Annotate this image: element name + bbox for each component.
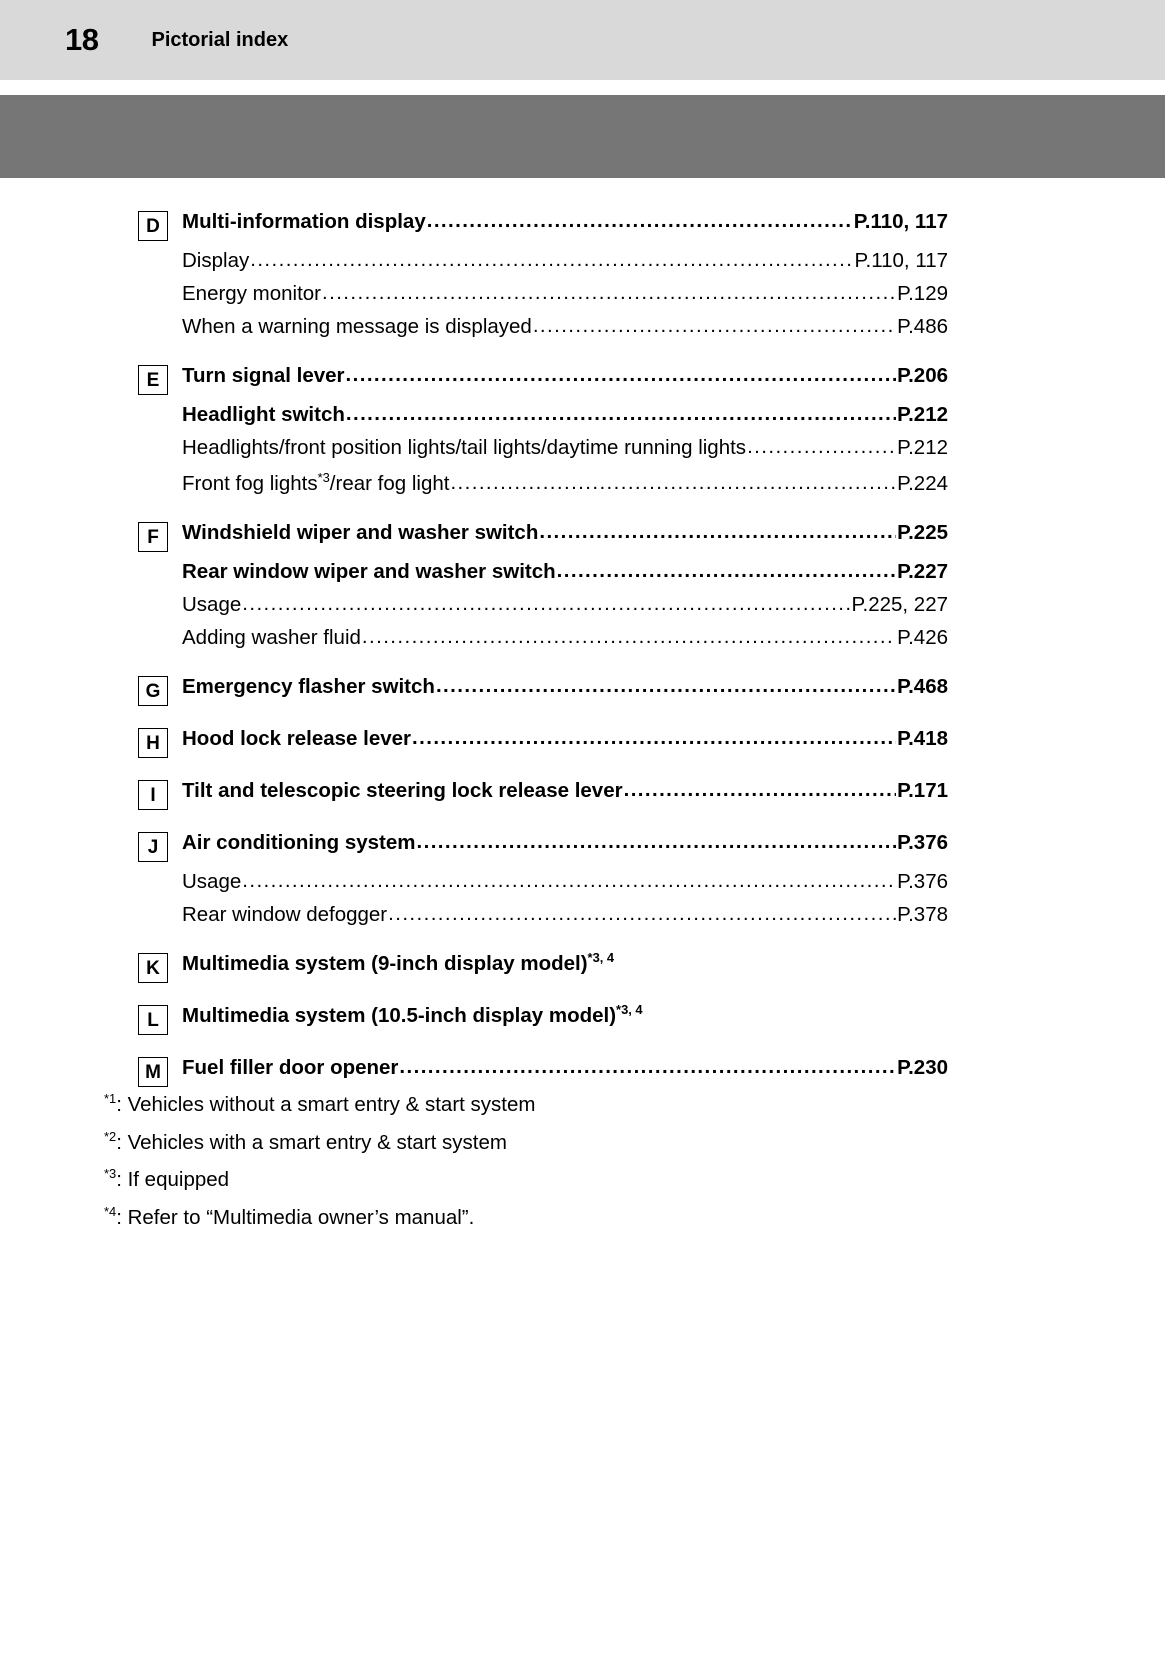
entry-label <box>182 870 241 894</box>
entry-label-text: Multimedia system (10.5-inch display model) <box>182 1003 617 1027</box>
entry-body <box>182 779 948 803</box>
dot-leader <box>533 314 896 338</box>
entry-label-text: Display <box>182 249 250 272</box>
footnote-marker: *1 <box>104 1091 117 1107</box>
row-spacer <box>0 702 1165 724</box>
row-spacer <box>0 754 1165 776</box>
entry-page-reference[interactable]: P.376 <box>897 870 948 893</box>
entry-label-text: Multi-information display <box>182 209 426 233</box>
index-subentry[interactable] <box>138 249 948 273</box>
entry-page-reference[interactable]: P.171 <box>897 778 948 802</box>
footnote <box>104 1203 535 1229</box>
footnote-text: : Vehicles with a smart entry & start system <box>116 1130 507 1154</box>
index-entry-e[interactable] <box>138 361 948 391</box>
entry-page-reference[interactable]: P.227 <box>897 560 948 583</box>
index-subentry[interactable] <box>138 315 948 339</box>
footnote-text: : Refer to “Multimedia owner’s manual”. <box>116 1205 475 1229</box>
entry-body <box>182 364 948 388</box>
entry-letter-badge: G <box>138 676 168 706</box>
dot-leader <box>557 559 896 583</box>
entry-body <box>182 949 948 976</box>
entry-label-text: Emergency flasher switch <box>182 674 435 698</box>
index-entry-i[interactable] <box>138 776 948 806</box>
entry-label <box>182 675 435 699</box>
row-spacer <box>0 927 1165 949</box>
entry-label <box>182 1001 643 1028</box>
index-entry-h[interactable] <box>138 724 948 754</box>
entry-body <box>182 1001 948 1028</box>
dot-leader <box>436 674 896 698</box>
index-subentry[interactable] <box>138 870 948 894</box>
dot-leader <box>346 363 897 387</box>
page-header <box>0 0 1165 80</box>
footnote-marker: *3 <box>317 470 330 486</box>
index-subentry[interactable] <box>138 903 948 927</box>
entry-label <box>182 560 556 584</box>
entry-page-reference[interactable]: P.418 <box>897 726 948 750</box>
row-spacer <box>0 1031 1165 1053</box>
entry-label-text-cont: /rear fog light <box>329 472 450 495</box>
dot-leader <box>624 778 896 802</box>
entry-label <box>182 436 746 460</box>
entry-label <box>182 249 249 273</box>
entry-letter-badge: J <box>138 832 168 862</box>
dot-leader <box>412 726 896 750</box>
footnote <box>104 1091 536 1116</box>
index-subentry[interactable] <box>138 436 948 460</box>
entry-body <box>182 315 948 339</box>
illustration-placeholder-band <box>0 95 1165 178</box>
entry-page-reference[interactable]: P.486 <box>897 315 948 338</box>
entry-label <box>182 593 241 617</box>
entry-label <box>182 403 345 427</box>
entry-page-reference[interactable]: P.110, 117 <box>854 249 948 272</box>
footnote <box>104 1128 535 1154</box>
entry-label <box>182 949 615 976</box>
dot-leader <box>322 281 896 305</box>
footnote-marker: *2 <box>104 1128 117 1144</box>
entry-page-reference[interactable]: P.468 <box>897 674 948 698</box>
entry-label <box>182 626 361 650</box>
entry-label-text: Adding washer fluid <box>182 626 361 649</box>
entry-letter-badge: E <box>138 365 168 395</box>
entry-body <box>182 626 948 650</box>
entry-label <box>182 315 532 339</box>
entry-label <box>182 831 416 855</box>
dot-leader <box>242 869 896 893</box>
footnote-text: : Vehicles without a smart entry & start system <box>116 1093 536 1116</box>
entry-page-reference[interactable]: P.110, 117 <box>853 209 948 233</box>
row-spacer <box>0 427 1165 436</box>
index-entry-f[interactable] <box>138 518 948 548</box>
entry-body <box>182 210 948 234</box>
entry-label-text: Fuel filler door opener <box>182 1055 399 1079</box>
index-entry-k[interactable] <box>138 949 948 979</box>
entry-page-reference[interactable]: P.426 <box>897 626 948 649</box>
entry-page-reference[interactable]: P.230 <box>897 1055 948 1079</box>
entry-body <box>182 903 948 927</box>
entry-body <box>182 472 948 496</box>
entry-label <box>182 364 345 388</box>
entry-letter-badge: D <box>138 211 168 241</box>
entry-page-reference[interactable]: P.129 <box>897 282 948 305</box>
entry-label-text: Multimedia system (9-inch display model) <box>182 951 588 975</box>
entry-label-text: Headlights/front position lights/tail lights/daytime running lights <box>182 436 747 459</box>
entry-label <box>182 472 449 496</box>
entry-body <box>182 282 948 306</box>
entry-label <box>182 903 387 927</box>
dot-leader <box>747 435 896 459</box>
entry-label-text: When a warning message is displayed <box>182 315 532 338</box>
entry-label-text: Energy monitor <box>182 282 322 305</box>
dot-leader <box>417 830 897 854</box>
entry-label <box>182 210 426 234</box>
entry-label-text: Air conditioning system <box>182 830 416 854</box>
dot-leader <box>346 402 896 426</box>
index-entry-d[interactable] <box>138 207 948 237</box>
index-subentry[interactable] <box>138 282 948 306</box>
index-subentry[interactable] <box>138 626 948 650</box>
dot-leader <box>362 625 896 649</box>
footnote-marker: *3, 4 <box>587 949 615 965</box>
index-subentry[interactable] <box>138 593 948 617</box>
entry-page-reference[interactable]: P.224 <box>897 472 948 495</box>
footnote-marker: *3, 4 <box>616 1001 643 1017</box>
entry-body <box>182 521 948 545</box>
row-spacer <box>0 339 1165 361</box>
entry-label <box>182 521 538 545</box>
dot-leader <box>388 902 896 926</box>
entry-label <box>182 1056 398 1080</box>
index-subentry[interactable] <box>138 403 948 427</box>
entry-page-reference[interactable]: P.206 <box>897 363 948 387</box>
dot-leader <box>427 209 853 233</box>
entry-body <box>182 675 948 699</box>
entry-body <box>182 831 948 855</box>
entry-body <box>182 593 948 617</box>
row-spacer <box>0 979 1165 1001</box>
entry-body <box>182 727 948 751</box>
entry-page-reference[interactable]: P.212 <box>897 403 948 426</box>
entry-letter-badge: M <box>138 1057 168 1087</box>
entry-label-text: Windshield wiper and washer switch <box>182 520 539 544</box>
entry-page-reference[interactable]: P.376 <box>897 830 948 854</box>
entry-label-text: Tilt and telescopic steering lock release lever <box>182 778 623 802</box>
entry-letter-badge: L <box>138 1005 168 1035</box>
entry-label-text: Front fog lights <box>182 472 318 495</box>
entry-label-text: Rear window defogger <box>182 903 388 926</box>
footnote-marker: *4 <box>104 1203 117 1219</box>
row-spacer <box>0 806 1165 828</box>
entry-body <box>182 1056 948 1080</box>
entry-body <box>182 436 948 460</box>
footnote-list <box>104 1091 536 1245</box>
entry-page-reference[interactable]: P.225 <box>897 520 948 544</box>
index-entry-list <box>0 185 1165 1083</box>
entry-body <box>182 560 948 584</box>
entry-label-text: Headlight switch <box>182 403 345 426</box>
entry-label <box>182 282 321 306</box>
dot-leader <box>250 248 853 272</box>
row-spacer <box>0 185 1165 207</box>
entry-label-text: Usage <box>182 593 242 616</box>
footnote-marker: *3 <box>104 1166 117 1182</box>
entry-label <box>182 779 623 803</box>
dot-leader <box>399 1055 896 1079</box>
entry-letter-badge: H <box>138 728 168 758</box>
page-title: Pictorial index <box>151 28 289 51</box>
index-entry-l[interactable] <box>138 1001 948 1031</box>
entry-label-text: Hood lock release lever <box>182 726 412 750</box>
index-subentry[interactable] <box>138 472 948 496</box>
row-spacer <box>0 496 1165 518</box>
index-subentry[interactable] <box>138 560 948 584</box>
entry-letter-badge: F <box>138 522 168 552</box>
index-entry-g[interactable] <box>138 672 948 702</box>
page-number: 18 <box>65 22 99 57</box>
entry-page-reference[interactable]: P.212 <box>897 436 948 459</box>
entry-label-text: Rear window wiper and washer switch <box>182 560 556 583</box>
footnote-text: : If equipped <box>116 1168 230 1191</box>
index-entry-m[interactable] <box>138 1053 948 1083</box>
entry-label-text: Usage <box>182 870 242 893</box>
entry-body <box>182 249 948 273</box>
entry-page-reference[interactable]: P.378 <box>897 903 948 926</box>
dot-leader <box>539 520 896 544</box>
entry-page-reference[interactable]: P.225, 227 <box>851 593 948 616</box>
entry-label <box>182 727 411 751</box>
entry-label-text: Turn signal lever <box>182 363 345 387</box>
footnote <box>104 1166 535 1191</box>
dot-leader <box>242 592 850 616</box>
dot-leader <box>450 471 896 495</box>
entry-body <box>182 870 948 894</box>
row-spacer <box>0 650 1165 672</box>
entry-letter-badge: I <box>138 780 168 810</box>
index-entry-j[interactable] <box>138 828 948 858</box>
entry-body <box>182 403 948 427</box>
entry-letter-badge: K <box>138 953 168 983</box>
